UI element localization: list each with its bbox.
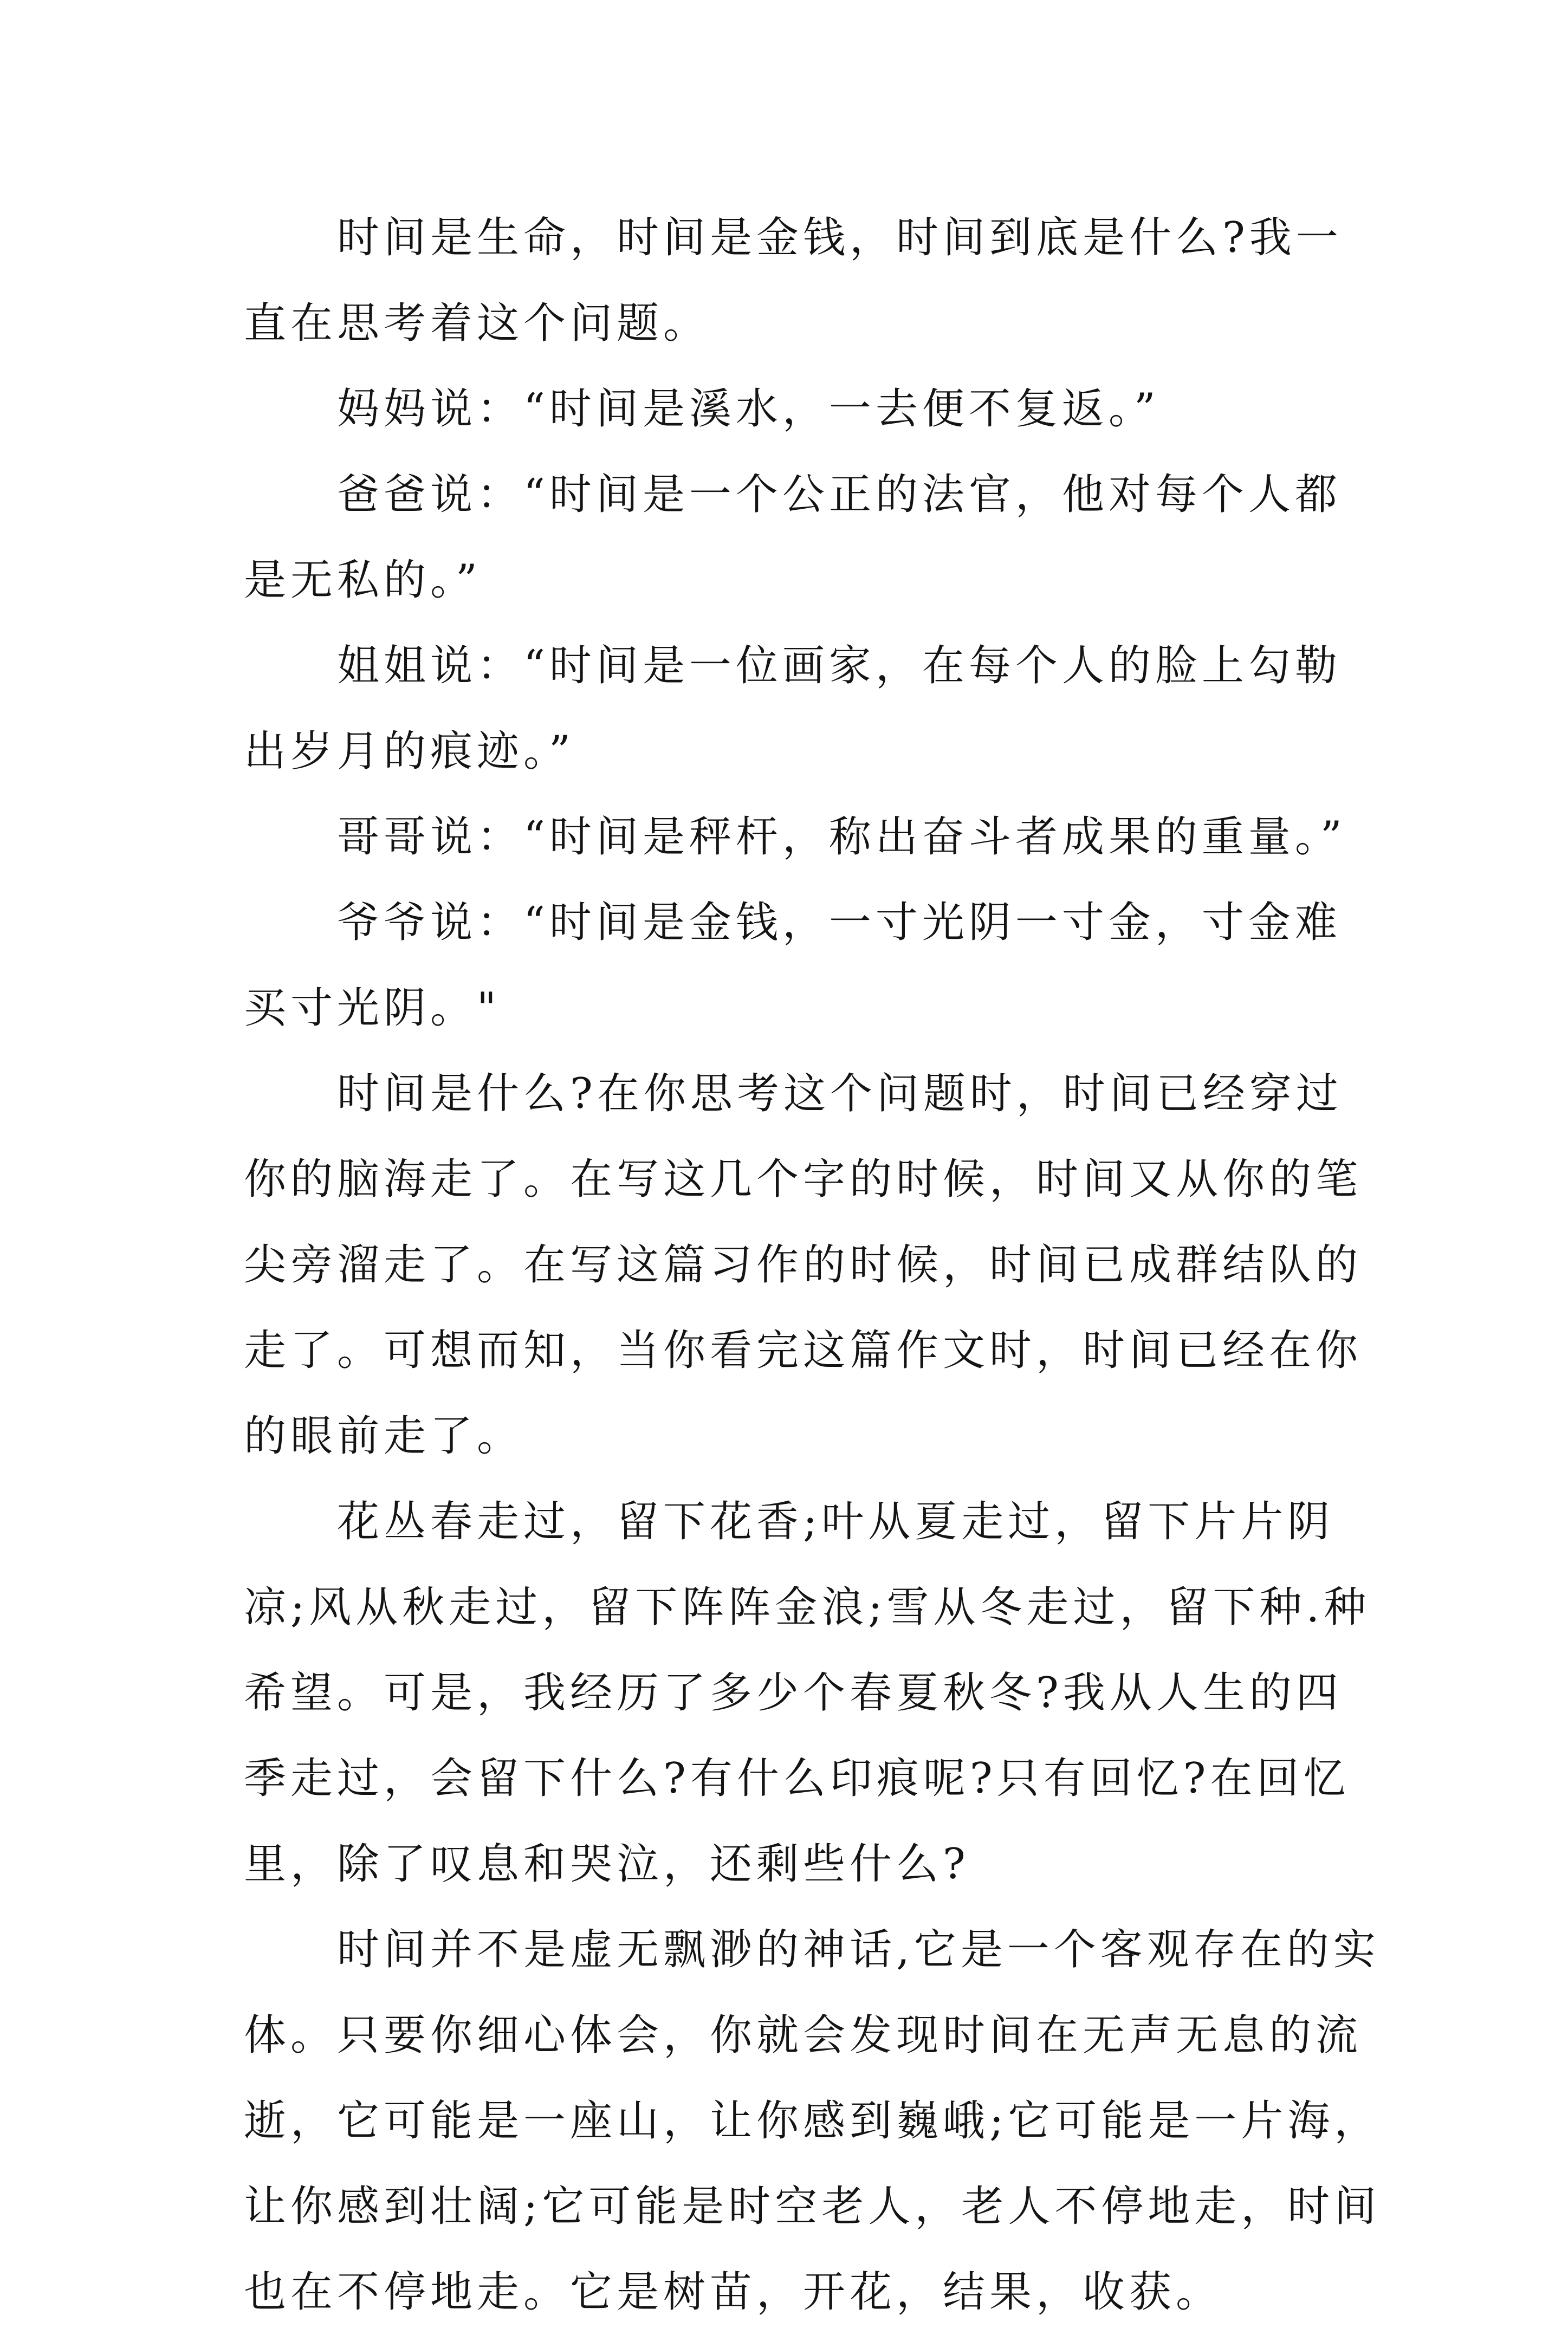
- paragraph-3: 爸爸说：“时间是一个公正的法官，他对每个人都是无私的。”: [244, 470, 1342, 605]
- paragraph-6: 爷爷说：“时间是金钱，一寸光阴一寸金，寸金难买寸光阴。": [244, 898, 1342, 1033]
- paragraph-5: 哥哥说：“时间是秤杆，称出奋斗者成果的重量。”: [337, 813, 1346, 861]
- paragraph-9: 时间并不是虚无飘渺的神话,它是一个客观存在的实体。只要你细心体会，你就会发现时间在无声无息的流逝，它可能是一座山，让你感到巍峨;它可能是一片海，让你感到壮阔;它可能是时空老人，老人不停地走，时间也在不停地走。它是树苗，开花，结果，收获。: [244, 1925, 1381, 2317]
- essay-body: [244, 195, 1382, 2335]
- paragraph-8: 花丛春走过，留下花香;叶从夏走过，留下片片阴凉;风从秋走过，留下阵阵金浪;雪从冬走过，留下种.种希望。可是，我经历了多少个春夏秋冬?我从人生的四季走过，会留下什么?有什么印痕呢?只有回忆?在回忆里，除了叹息和哭泣，还剩些什么?: [244, 1497, 1371, 1889]
- paragraph-7: 时间是什么?在你思考这个问题时，时间已经穿过你的脑海走了。在写这几个字的时候，时间又从你的笔尖旁溜走了。在写这篇习作的时候，时间已成群结队的走了。可想而知，当你看完这篇作文时，时间已经在你的眼前走了。: [244, 1069, 1363, 1461]
- paragraph-1: 时间是生命，时间是金钱，时间到底是什么?我一直在思考着这个问题。: [244, 213, 1343, 348]
- paragraph-4: 姐姐说：“时间是一位画家，在每个人的脸上勾勒出岁月的痕迹。”: [244, 641, 1342, 776]
- paragraph-2: 妈妈说：“时间是溪水，一去便不复返。”: [337, 385, 1160, 433]
